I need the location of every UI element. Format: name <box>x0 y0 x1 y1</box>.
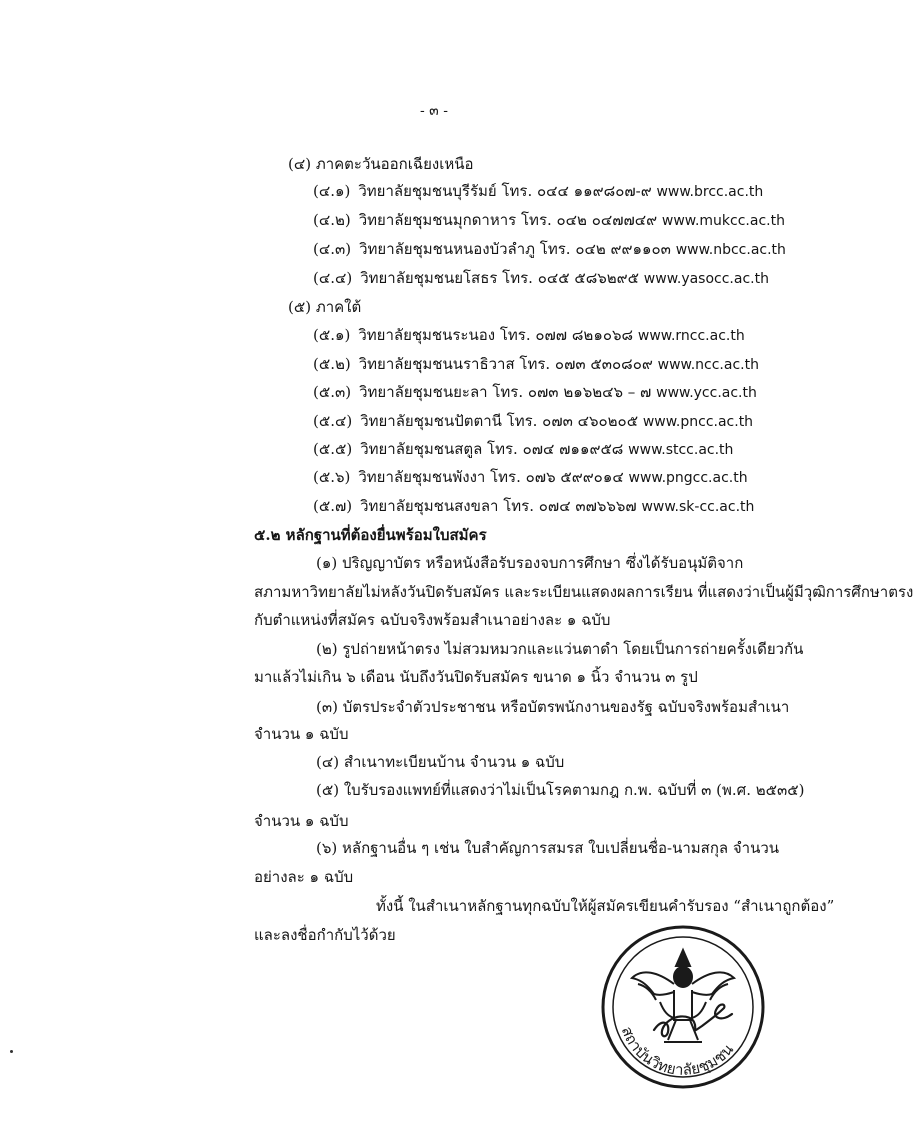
college-name-phone: วิทยาลัยชุมชนระนอง โทร. ๐๗๗ ๘๒๑๐๖๘ <box>358 326 634 344</box>
college-number: (๕.๗) <box>313 497 353 515</box>
evidence-item-3-line-2: จำนวน ๑ ฉบับ <box>254 725 349 743</box>
evidence-item-3-line-1: (๓) บัตรประจำตัวประชาชน หรือบัตรพนักงานของรัฐ ฉบับจริงพร้อมสำเนา <box>316 698 790 716</box>
college-name-phone: วิทยาลัยชุมชนสงขลา โทร. ๐๗๔ ๓๗๖๖๖๗ <box>360 497 637 515</box>
college-name-phone: วิทยาลัยชุมชนยะลา โทร. ๐๗๓ ๒๑๖๒๔๖ – ๗ <box>359 383 652 401</box>
college-list-item <box>313 382 757 403</box>
college-website-link[interactable]: www.pngcc.ac.th <box>628 470 748 486</box>
college-list-item <box>313 354 759 375</box>
region-south-heading: (๕) ภาคใต้ <box>288 298 362 316</box>
college-list-item <box>313 268 769 289</box>
college-name-phone: วิทยาลัยชุมชนสตูล โทร. ๐๗๔ ๗๑๑๙๕๘ <box>360 440 624 458</box>
college-website-link[interactable]: www.nbcc.ac.th <box>675 242 786 258</box>
college-list-item <box>313 325 745 346</box>
certification-note-line-2: และลงชื่อกำกับไว้ด้วย <box>254 926 396 944</box>
college-website-link[interactable]: www.pncc.ac.th <box>642 414 754 430</box>
college-number: (๕.๔) <box>313 412 353 430</box>
college-number: (๕.๖) <box>313 468 351 486</box>
college-number: (๕.๓) <box>313 383 352 401</box>
certification-note-line-1: ทั้งนี้ ในสำเนาหลักฐานทุกฉบับให้ผู้สมัครเขียนคำรับรอง “สำเนาถูกต้อง” <box>376 897 835 915</box>
college-list-item <box>313 467 748 488</box>
college-list-item <box>313 411 753 432</box>
college-list-item <box>313 239 786 260</box>
college-number: (๕.๑) <box>313 326 351 344</box>
college-name-phone: วิทยาลัยชุมชนบุรีรัมย์ โทร. ๐๔๔ ๑๑๙๘๐๗-๙ <box>358 182 652 200</box>
college-name-phone: วิทยาลัยชุมชนพังงา โทร. ๐๗๖ ๕๙๙๐๑๔ <box>358 468 624 486</box>
evidence-item-5-line-1: (๕) ใบรับรองแพทย์ที่แสดงว่าไม่เป็นโรคตามกฎ ก.พ. ฉบับที่ ๓ (พ.ศ. ๒๕๓๕) <box>316 781 805 799</box>
college-name-phone: วิทยาลัยชุมชนปัตตานี โทร. ๐๗๓ ๔๖๐๒๐๕ <box>360 412 639 430</box>
garuda-emblem-icon <box>632 950 734 1042</box>
college-website-link[interactable]: www.sk-cc.ac.th <box>641 499 755 515</box>
seal-text: สถาบันวิทยาลัยชุมชน <box>617 1024 737 1079</box>
evidence-item-1-line-3: กับตำแหน่งที่สมัคร ฉบับจริงพร้อมสำเนาอย่างละ ๑ ฉบับ <box>254 611 611 629</box>
college-name-phone: วิทยาลัยชุมชนนราธิวาส โทร. ๐๗๓ ๕๓๐๘๐๙ <box>358 355 653 373</box>
page-number: - ๓ - <box>420 103 448 119</box>
scan-mark <box>10 1050 13 1053</box>
college-list-item <box>313 181 763 202</box>
section-heading: ๕.๒ หลักฐานที่ต้องยื่นพร้อมใบสมัคร <box>254 526 487 544</box>
evidence-item-1-line-1: (๑) ปริญญาบัตร หรือหนังสือรับรองจบการศึกษา ซึ่งได้รับอนุมัติจาก <box>316 554 744 572</box>
college-website-link[interactable]: www.mukcc.ac.th <box>661 213 785 229</box>
college-name-phone: วิทยาลัยชุมชนยโสธร โทร. ๐๔๕ ๕๘๖๒๙๕ <box>360 269 640 287</box>
college-name-phone: วิทยาลัยชุมชนหนองบัวลำภู โทร. ๐๔๒ ๙๙๑๑๐๓ <box>359 240 671 258</box>
college-website-link[interactable]: www.rncc.ac.th <box>637 328 745 344</box>
college-name-phone: วิทยาลัยชุมชนมุกดาหาร โทร. ๐๔๒ ๐๔๗๗๔๙ <box>358 211 658 229</box>
evidence-item-2-line-2: มาแล้วไม่เกิน ๖ เดือน นับถึงวันปิดรับสมัคร ขนาด ๑ นิ้ว จำนวน ๓ รูป <box>254 668 698 686</box>
evidence-item-6-line-1: (๖) หลักฐานอื่น ๆ เช่น ใบสำคัญการสมรส ใบเปลี่ยนชื่อ-นามสกุล จำนวน <box>316 839 780 857</box>
college-website-link[interactable]: www.ycc.ac.th <box>656 385 757 401</box>
college-number: (๔.๔) <box>313 269 353 287</box>
college-number: (๔.๒) <box>313 211 351 229</box>
evidence-item-4-line-1: (๔) สำเนาทะเบียนบ้าน จำนวน ๑ ฉบับ <box>316 753 565 771</box>
college-number: (๕.๕) <box>313 440 353 458</box>
evidence-item-2-line-1: (๒) รูปถ่ายหน้าตรง ไม่สวมหมวกและแว่นตาดำ โดยเป็นการถ่ายครั้งเดียวกัน <box>316 640 804 658</box>
evidence-item-6-line-2: อย่างละ ๑ ฉบับ <box>254 868 354 886</box>
college-website-link[interactable]: www.stcc.ac.th <box>628 442 734 458</box>
college-number: (๔.๓) <box>313 240 352 258</box>
college-list-item <box>313 439 733 460</box>
evidence-item-5-line-2: จำนวน ๑ ฉบับ <box>254 812 349 830</box>
region-northeast-heading: (๔) ภาคตะวันออกเฉียงเหนือ <box>288 155 474 173</box>
college-website-link[interactable]: www.brcc.ac.th <box>656 184 764 200</box>
college-number: (๕.๒) <box>313 355 351 373</box>
college-website-link[interactable]: www.yasocc.ac.th <box>643 271 769 287</box>
evidence-item-1-line-2: สภามหาวิทยาลัยไม่หลังวันปิดรับสมัคร และระเบียนแสดงผลการเรียน ที่แสดงว่าเป็นผู้มีวุฒิการศึกษาตรง <box>254 583 913 601</box>
college-website-link[interactable]: www.ncc.ac.th <box>657 357 759 373</box>
official-seal <box>598 922 768 1092</box>
college-list-item <box>313 210 785 231</box>
college-list-item <box>313 496 754 517</box>
college-number: (๔.๑) <box>313 182 351 200</box>
